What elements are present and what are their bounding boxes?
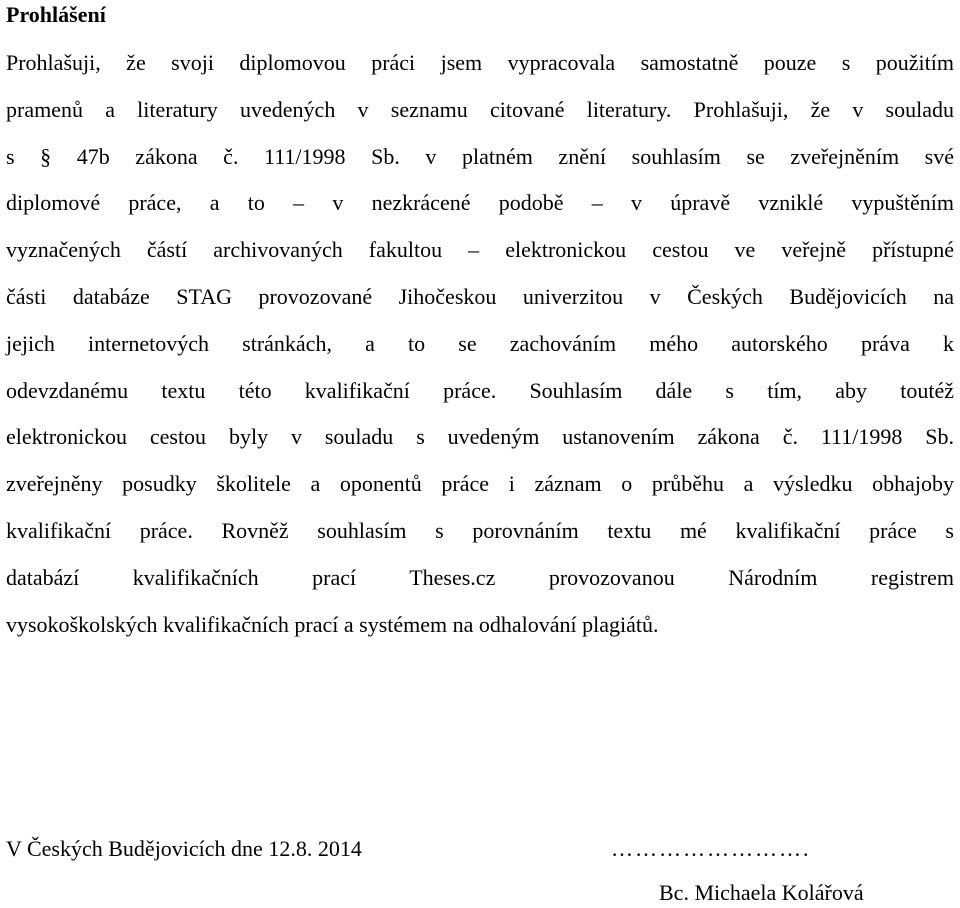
paragraph-line: s § 47b zákona č. 111/1998 Sb. v platném znění souhlasím se zveřejněním své (6, 143, 954, 169)
paragraph-line: části databáze STAG provozované Jihočeskou univerzitou v Českých Budějovicích na (6, 283, 954, 309)
paragraph-line: Prohlašuji, že svoji diplomovou práci jsem vypracovala samostatně pouze s použitím (6, 50, 954, 75)
paragraph-line: elektronickou cestou byly v souladu s uvedeným ustanovením zákona č. 111/1998 Sb. (6, 424, 954, 450)
paragraph-line: diplomové práce, a to – v nezkrácené podobě – v úpravě vzniklé vypuštěním (6, 190, 954, 216)
declaration-paragraph (6, 40, 954, 648)
paragraph-line: kvalifikační práce. Rovněž souhlasím s porovnáním textu mé kvalifikační práce s (6, 517, 954, 543)
paragraph-line: vyznačených částí archivovaných fakultou – elektronickou cestou ve veřejně přístupné (6, 237, 954, 263)
paragraph-line: odevzdanému textu této kvalifikační práce. Souhlasím dále s tím, aby toutéž (6, 377, 954, 403)
document-heading: Prohlášení (6, 2, 106, 27)
signature-line: ……………………. (611, 836, 811, 861)
paragraph-line: databází kvalifikačních prací Theses.cz provozovanou Národním registrem (6, 564, 954, 590)
paragraph-line: zveřejněny posudky školitele a oponentů práce i záznam o průběhu a výsledku obhajoby (6, 471, 954, 497)
place-and-date: V Českých Budějovicích dne 12.8. 2014 (6, 836, 362, 861)
paragraph-line: pramenů a literatury uvedených v seznamu citované literatury. Prohlašuji, že v souladu (6, 96, 954, 122)
paragraph-line: jejich internetových stránkách, a to se zachováním mého autorského práva k (6, 330, 954, 356)
paragraph-line: vysokoškolských kvalifikačních prací a systémem na odhalování plagiátů. (6, 611, 659, 637)
signature-name: Bc. Michaela Kolářová (659, 880, 864, 905)
